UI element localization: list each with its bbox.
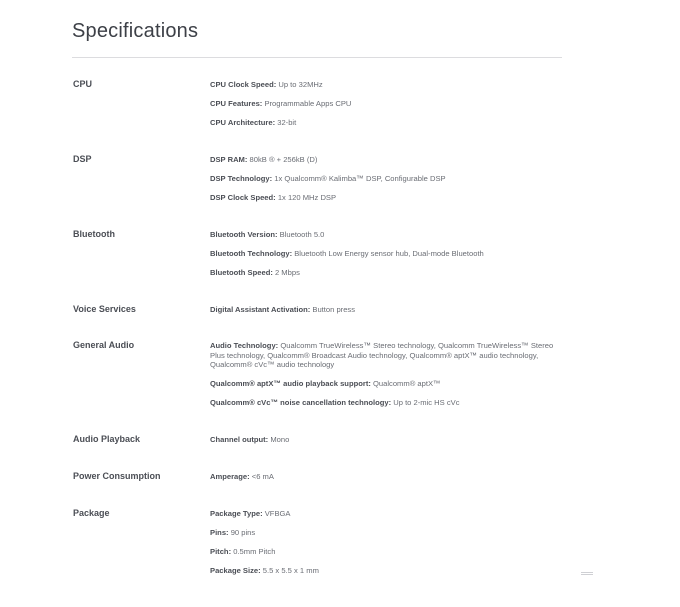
section-label-bluetooth: Bluetooth	[73, 229, 115, 239]
spec-value: 2 Mbps	[272, 268, 300, 277]
spec-key: Audio Technology:	[210, 341, 279, 350]
spec-value: VFBGA	[262, 509, 291, 518]
scroll-to-top-button[interactable]	[578, 571, 596, 579]
spec-channel-output	[210, 435, 555, 445]
spec-package-size	[210, 566, 555, 576]
spec-key: Bluetooth Speed:	[210, 268, 273, 277]
spec-value: 1x Qualcomm® Kalimba™ DSP, Configurable DSP	[272, 174, 446, 183]
faint-line-icon	[581, 572, 593, 573]
spec-key: DSP Technology:	[210, 174, 273, 183]
spec-value: Up to 32MHz	[276, 80, 323, 89]
faint-line-icon	[581, 574, 593, 575]
spec-bluetooth-version	[210, 230, 555, 240]
section-label-voice-services: Voice Services	[73, 304, 136, 314]
spec-value: Qualcomm TrueWireless™ Stereo technology, Qualcomm TrueWireless™ Stereo Plus technology, Qualcomm® Broadcast Audio technology, Qualcomm® aptX™ audio technology, Qualcomm® cVc™ audio technology	[210, 341, 554, 370]
spec-value: 1x 120 MHz DSP	[275, 193, 337, 202]
spec-value: 90 pins	[228, 528, 256, 537]
spec-key: Amperage:	[210, 472, 250, 481]
spec-key: DSP RAM:	[210, 155, 248, 164]
section-label-package: Package	[73, 508, 110, 518]
spec-bluetooth-speed	[210, 268, 555, 278]
spec-value: Bluetooth 5.0	[277, 230, 325, 239]
spec-value: Button press	[310, 305, 356, 314]
spec-key: Package Size:	[210, 566, 261, 575]
spec-aptx-playback-support	[210, 379, 555, 389]
spec-package-type	[210, 509, 555, 519]
spec-key: Bluetooth Version:	[210, 230, 278, 239]
spec-value: Programmable Apps CPU	[262, 99, 352, 108]
spec-dsp-ram	[210, 155, 555, 165]
spec-key: CPU Architecture:	[210, 118, 276, 127]
spec-cpu-features	[210, 99, 555, 109]
spec-key: CPU Features:	[210, 99, 263, 108]
spec-value: <6 mA	[249, 472, 274, 481]
section-label-cpu: CPU	[73, 79, 93, 89]
section-label-power-consumption: Power Consumption	[73, 471, 161, 481]
section-label-audio-playback: Audio Playback	[73, 434, 141, 444]
title-divider	[72, 57, 562, 58]
spec-key: Digital Assistant Activation:	[210, 305, 311, 314]
spec-digital-assistant-activation	[210, 305, 555, 315]
spec-key: CPU Clock Speed:	[210, 80, 277, 89]
spec-cpu-clock-speed	[210, 80, 555, 90]
spec-value: 32-bit	[275, 118, 297, 127]
spec-value: 0.5mm Pitch	[231, 547, 276, 556]
spec-value: Up to 2-mic HS cVc	[391, 398, 460, 407]
spec-key: Package Type:	[210, 509, 263, 518]
spec-key: Channel output:	[210, 435, 269, 444]
spec-dsp-technology	[210, 174, 555, 184]
spec-value: 80kB ® + 256kB (D)	[247, 155, 318, 164]
spec-pitch	[210, 547, 555, 557]
spec-key: DSP Clock Speed:	[210, 193, 276, 202]
spec-value: 5.5 x 5.5 x 1 mm	[260, 566, 319, 575]
spec-key: Bluetooth Technology:	[210, 249, 293, 258]
spec-cpu-architecture	[210, 118, 555, 128]
spec-value: Qualcomm® aptX™	[370, 379, 441, 388]
spec-key: Qualcomm® aptX™ audio playback support:	[210, 379, 371, 388]
spec-value: Mono	[268, 435, 290, 444]
spec-dsp-clock-speed	[210, 193, 555, 203]
spec-pins	[210, 528, 555, 538]
spec-audio-technology	[210, 341, 555, 370]
spec-bluetooth-technology	[210, 249, 555, 259]
spec-value: Bluetooth Low Energy sensor hub, Dual-mode Bluetooth	[292, 249, 484, 258]
section-label-general-audio: General Audio	[73, 340, 135, 350]
spec-key: Pins:	[210, 528, 229, 537]
spec-amperage	[210, 472, 555, 482]
spec-key: Pitch:	[210, 547, 232, 556]
spec-cvc-noise-cancellation	[210, 398, 555, 408]
section-label-dsp: DSP	[73, 154, 92, 164]
spec-key: Qualcomm® cVc™ noise cancellation technology:	[210, 398, 392, 407]
page-title: Specifications	[72, 20, 199, 42]
